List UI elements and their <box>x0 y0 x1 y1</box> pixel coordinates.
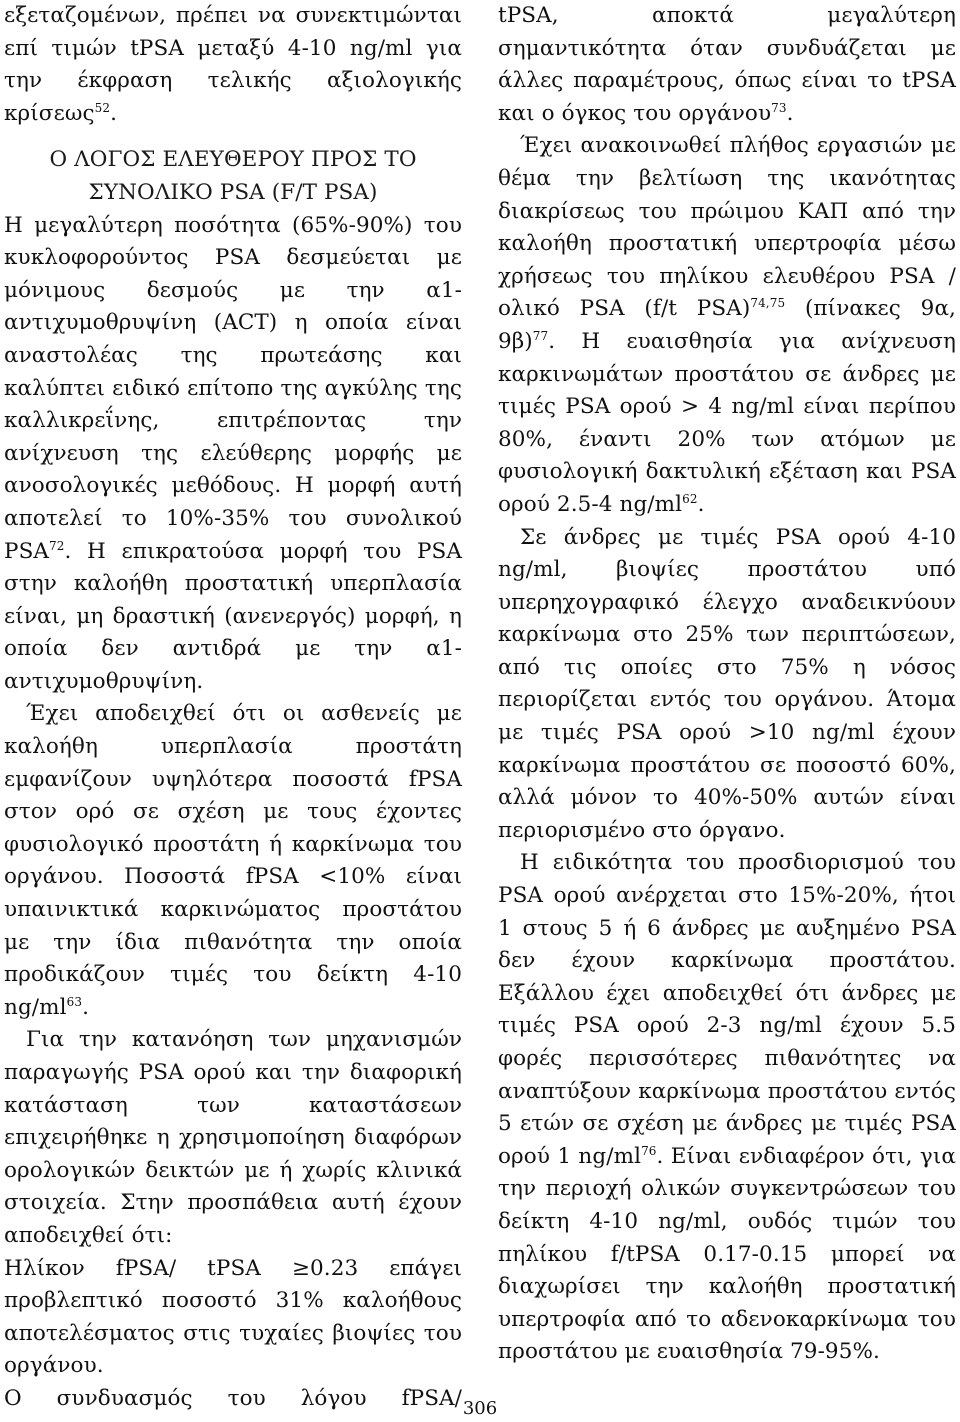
section-heading <box>4 144 462 209</box>
reference-77: 77 <box>532 328 549 343</box>
page-number: 306 <box>462 1398 498 1419</box>
reference-74-75: 74,75 <box>750 296 786 311</box>
left-column <box>4 0 462 1416</box>
heading-line-1: Ο ΛΟΓΟΣ ΕΛΕΥΘΕΡΟΥ ΠΡΟΣ ΤΟ <box>49 147 417 173</box>
paragraph-studies: Έχει ανακοινωθεί πλήθος εργασιών με θέμα την βελτίωση της ικανότητας διακρίσεως του πρώιμου ΚΑΠ από την καλοήθη προστατική υπερτροφία μέσω χρήσεως του πηλίκου ελευθέρου PSA /ολικό PSA (f/t PSA)$^{74,75}$ (πίνακες 9α, 9β)$^{77}$. Η ευαισθησία για ανίχνευση καρκινωμάτων προστάτου σε άνδρες με τιμές PSA ορού > 4 ng/ml είναι περίπου 80%, έναντι 20% των ατόμων με φυσιολογική δακτυλική εξέταση και PSA ορού 2.5-4 $ng/ml^{62}$. <box>498 133 956 517</box>
paragraph-combination: Ο συνδυασμός του λόγου fPSA/ <box>4 1385 462 1411</box>
paragraph-tpsa-significance: tPSA, αποκτά μεγαλύτερη σημαντικότητα όταν συνδυάζεται με άλλες παραμέτρους, όπως είναι το tPSA και ο όγκος του οργάνου$^{73}$. <box>498 3 956 126</box>
reference-72: 72 <box>49 538 65 553</box>
paragraph-mechanisms: Για την κατανόηση των μηχανισμών παραγωγής PSA ορού και την διαφορική κατάσταση των καταστάσεων επιχειρήθηκε η χρησιμοποίηση διαφόρων ορολογικών δεικτών με ή χωρίς κλινικά στοιχεία. Στην προσπάθεια αυτή έχουν αποδειχθεί ότι: <box>4 1027 462 1248</box>
paragraph-specificity: Η ειδικότητα του προσδιορισμού του PSA ορού ανέρχεται στο 15%-20%, ήτοι 1 στους 5 ή 6 άνδρες με αυξημένο PSA δεν έχουν καρκίνωμα προστάτου. Εξάλλου έχει αποδειχθεί ότι άνδρες με τιμές PSA ορού 2-3 ng/ml έχουν 5.5 φορές περισσότερες πιθανότητες να αναπτύξουν καρκίνωμα προστάτου εντός 5 ετών σε σχέση με άνδρες με τιμές PSA ορού 1 $ng/ml^{76}$. Είναι ενδιαφέρον ότι, για την περιοχή ολικών συγκεντρώσεων του δείκτη 4-10 ng/ml, ουδός τιμών του πηλίκου f/tPSA 0.17-0.15 μπορεί να διαχωρίσει την καλοήθη προστατική υπερτροφία από το αδενοκαρκίνωμα του προστάτου με ευαισθησία 79-95%. <box>498 850 956 1365</box>
reference-52: 52 <box>94 100 111 115</box>
reference-76: 76 <box>641 1143 657 1158</box>
heading-line-2: ΣΥΝΟΛΙΚΟ PSA (F/T PSA) <box>88 179 378 205</box>
reference-63: 63 <box>66 994 83 1009</box>
paragraph-fpsa-bph: Έχει αποδειχθεί ότι οι ασθενείς με καλοήθη υπερπλασία προστάτη εμφανίζουν υψηλότερα ποσοστά fPSA στον ορό σε σχέση με τους έχοντες φυσιολογικό προστάτη ή καρκίνωμα του οργάνου. Ποσοστά fPSA <10% είναι υπαινικτικά καρκινώματος προστάτου με την ίδια πιθανότητα την οποία προδικάζουν τιμές του δείκτη 4-10 $ng/ml^{63}$. <box>4 701 462 1020</box>
paragraph-fpsa-ratio: Ηλίκον fPSA/ tPSA ≥0.23 επάγει προβλεπτικό ποσοστό 31% καλοήθους αποτελέσματος στις τυχαίες βιοψίες του οργάνου. <box>4 1255 462 1379</box>
reference-62: 62 <box>682 491 698 506</box>
paragraph-bound-psa: Η μεγαλύτερη ποσότητα (65%-90%) του κυκλοφορούντος PSA δεσμεύεται με μόνιμους δεσμούς με την α1-αντιχυμοθρυψίνη (ACT) η οποία είναι αναστολέας της πρωτεάσης και καλύπτει ειδικό επίτοπο της αγκύλης της καλλικρεΐνης, επιτρέποντας την ανίχνευση της ελεύθερης μορφής με ανοσολογικές μεθόδους. Η μορφή αυτή αποτελεί το 10%-35% του συνολικού PSA$^{72}$. Η επικρατούσα μορφή του PSA στην καλοήθη προστατική υπερπλασία είναι, μη δραστική (ανενεργός) μορφή, η οποία δεν αντιδρά με την α1-αντιχυμοθρυψίνη. <box>4 212 462 694</box>
greater-equal-symbol: ≥ <box>291 1255 310 1281</box>
right-column <box>498 0 956 1369</box>
paragraph-biopsies: Σε άνδρες με τιμές PSA ορού 4-10 ng/ml, βιοψίες προστάτου υπό υπερηχογραφικό έλεγχο αναδεικνύουν καρκίνωμα στο 25% των περιπτώσεων, από τις οποίες στο 75% η νόσος περιορίζεται εντός του οργάνου. Άτομα με τιμές PSA ορού >10 ng/ml έχουν καρκίνωμα προστάτου σε ποσοστό 60%, αλλά μόνον το 40%-50% αυτών είναι περιορισμένο στο όργανο. <box>498 524 956 843</box>
paragraph-exam-results: εξεταζομένων, πρέπει να συνεκτιμώνται επί τιμών tPSA μεταξύ 4-10 ng/ml για την έκφραση τελικής αξιολογικής κρίσεως$^{52}$. <box>4 3 462 126</box>
reference-73: 73 <box>771 100 787 115</box>
